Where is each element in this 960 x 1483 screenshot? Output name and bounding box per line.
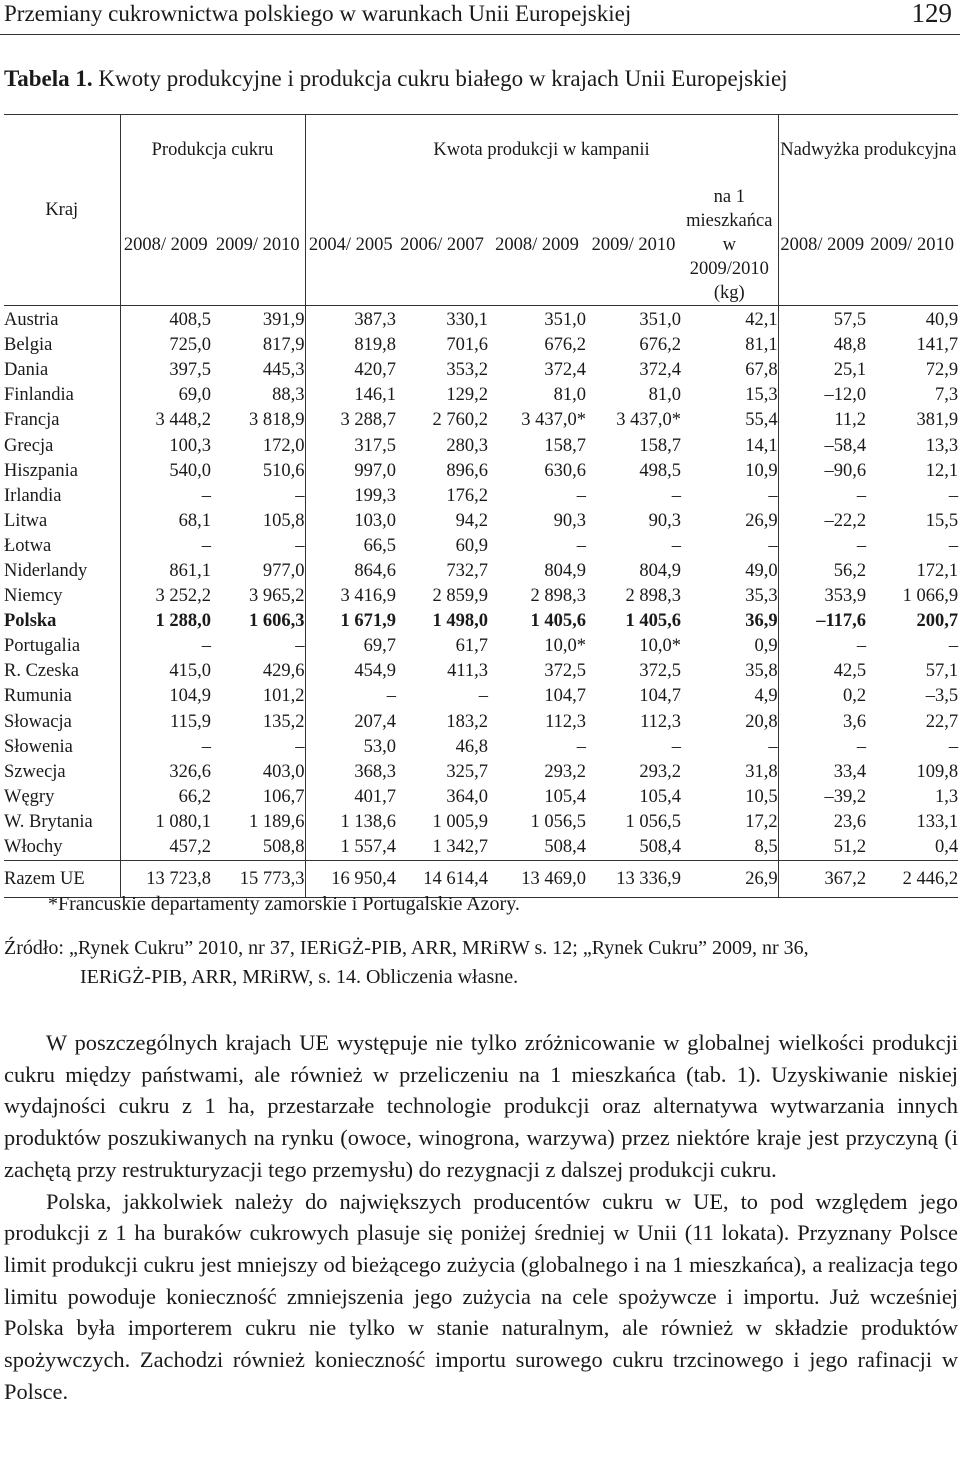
value-cell: 135,2 — [211, 709, 305, 734]
value-cell: 2 859,9 — [432, 586, 489, 607]
value-cell: – — [681, 483, 778, 508]
value-cell: – — [201, 535, 211, 556]
body-text — [4, 1027, 958, 1407]
value-cell: 69,0 — [178, 385, 211, 406]
value-cell: 48,8 — [833, 335, 867, 356]
value-cell: 49,0 — [681, 558, 778, 583]
country-cell: Austria — [4, 305, 120, 333]
country-cell: Dania — [4, 358, 120, 383]
value-cell: 676,2 — [544, 335, 587, 356]
value-cell: 372,4 — [639, 360, 682, 381]
value-cell: 13 723,8 — [120, 860, 211, 897]
value-cell: 61,7 — [455, 636, 489, 657]
value-cell: 101,2 — [211, 684, 305, 709]
value-cell: 42,5 — [833, 661, 867, 682]
value-cell: 13 336,9 — [586, 860, 681, 897]
value-cell: 72,9 — [925, 360, 959, 381]
table-row — [4, 784, 958, 809]
table-row — [4, 333, 958, 358]
value-cell: 401,7 — [354, 786, 397, 807]
value-cell: – — [576, 485, 587, 506]
value-cell: – — [478, 686, 489, 707]
value-cell: 372,5 — [639, 661, 682, 682]
value-cell: 368,3 — [354, 761, 397, 782]
value-cell: 68,1 — [178, 510, 211, 531]
value-cell: 364,0 — [446, 786, 489, 807]
subheader-3: 2006/ 2007 — [396, 185, 488, 306]
value-cell: 977,0 — [211, 558, 305, 583]
value-cell: – — [856, 485, 867, 506]
value-cell: 103,0 — [354, 510, 397, 531]
value-cell: 415,0 — [169, 661, 211, 682]
country-cell: Rumunia — [4, 684, 120, 709]
value-cell: 10,5 — [681, 784, 778, 809]
value-cell: 1 189,6 — [211, 809, 305, 834]
value-cell: 540,0 — [169, 460, 211, 481]
country-cell: W. Brytania — [4, 809, 120, 834]
country-cell: Grecja — [4, 433, 120, 458]
value-cell: 498,5 — [639, 460, 682, 481]
value-cell: 372,5 — [544, 661, 587, 682]
value-cell: 387,3 — [354, 310, 397, 331]
value-cell: 508,4 — [639, 837, 682, 858]
value-cell: – — [856, 535, 867, 556]
subheader-8: 2009/ 2010 — [866, 185, 958, 306]
country-cell: Razem UE — [4, 860, 120, 897]
value-cell: 1 288,0 — [155, 611, 211, 632]
value-cell: 105,4 — [639, 786, 682, 807]
value-cell: 13 469,0 — [488, 860, 586, 897]
country-cell: Francja — [4, 408, 120, 433]
value-cell: 90,3 — [648, 510, 682, 531]
subheader-0: 2008/ 2009 — [120, 185, 211, 306]
value-cell: 176,2 — [446, 485, 489, 506]
table-row — [4, 734, 958, 759]
value-cell: 14 614,4 — [396, 860, 488, 897]
table-row — [4, 305, 958, 333]
value-cell: 1 405,6 — [530, 611, 587, 632]
table-row — [4, 458, 958, 483]
country-cell: Niderlandy — [4, 558, 120, 583]
country-cell: Irlandia — [4, 483, 120, 508]
value-cell: 146,1 — [354, 385, 397, 406]
value-cell: 732,7 — [446, 560, 489, 581]
value-cell: 106,7 — [211, 784, 305, 809]
table-caption — [4, 66, 788, 92]
value-cell: 861,1 — [169, 560, 211, 581]
value-cell: 317,5 — [354, 435, 397, 456]
table-row — [4, 609, 958, 634]
table-label: Tabela 1. — [4, 66, 93, 91]
value-cell: 3 437,0* — [521, 410, 587, 431]
value-cell: 67,8 — [681, 358, 778, 383]
value-cell: – — [671, 535, 682, 556]
value-cell: 381,9 — [916, 410, 959, 431]
value-cell: 8,5 — [681, 834, 778, 860]
value-cell: 1 080,1 — [155, 811, 211, 832]
value-cell: 1 005,9 — [432, 811, 489, 832]
value-cell: 280,3 — [446, 435, 489, 456]
value-cell: – — [576, 736, 587, 757]
country-cell: Litwa — [4, 508, 120, 533]
value-cell: 3 437,0* — [616, 410, 682, 431]
value-cell: 115,9 — [170, 711, 211, 732]
table-row — [4, 809, 958, 834]
page-number: 129 — [911, 0, 952, 28]
value-cell: 701,6 — [446, 335, 489, 356]
value-cell: 445,3 — [211, 358, 305, 383]
value-cell: 3 416,9 — [340, 586, 397, 607]
value-cell: 26,9 — [681, 508, 778, 533]
value-cell: –58,4 — [824, 435, 867, 456]
value-cell: 7,3 — [934, 385, 959, 406]
table-row — [4, 508, 958, 533]
value-cell: 819,8 — [354, 335, 397, 356]
value-cell: 22,7 — [925, 711, 959, 732]
value-cell: 158,7 — [639, 435, 682, 456]
subheader-1: 2009/ 2010 — [211, 185, 305, 306]
value-cell: 457,2 — [169, 837, 211, 858]
value-cell: 351,0 — [639, 310, 682, 331]
value-cell: 81,0 — [553, 385, 587, 406]
value-cell: 372,4 — [544, 360, 587, 381]
value-cell: – — [681, 533, 778, 558]
value-cell: 630,6 — [544, 460, 587, 481]
value-cell: 40,9 — [925, 310, 959, 331]
value-cell: 56,2 — [833, 560, 867, 581]
value-cell: 676,2 — [639, 335, 682, 356]
country-cell: Słowenia — [4, 734, 120, 759]
value-cell: 804,9 — [639, 560, 682, 581]
subheader-4: 2008/ 2009 — [488, 185, 586, 306]
value-cell: 69,7 — [363, 636, 397, 657]
paragraph-1: W poszczególnych krajach UE występuje nie tylko zróżnicowanie w globalnej wielkości produkcji cukru między państwami, ale również w przeliczeniu na 1 mieszkańca (tab. 1). Uzyskiwanie niskiej wydajności cukru z 1 ha, przestarzałe technologie produkcji oraz alternatywa wytwarzania innych produktów poszukiwanych na rynku (owoce, winogrona, warzywa) przez niektóre kraje jest przyczyną (i zachętą przy restrukturyzacji tego przemysłu) do rezygnacji z dalszej produkcji cukru. — [4, 1030, 958, 1182]
header-kraj: Kraj — [4, 115, 120, 306]
value-cell: 133,1 — [916, 811, 959, 832]
value-cell: 199,3 — [354, 485, 397, 506]
value-cell: 3 965,2 — [211, 584, 305, 609]
subheader-7: 2008/ 2009 — [778, 185, 866, 306]
country-cell: Belgia — [4, 333, 120, 358]
value-cell: 2 760,2 — [432, 410, 489, 431]
value-cell: – — [948, 636, 959, 657]
value-cell: 353,9 — [824, 586, 867, 607]
value-cell: 94,2 — [455, 510, 489, 531]
value-cell: 104,7 — [544, 686, 587, 707]
table-caption-text: Kwoty produkcyjne i produkcja cukru białego w krajach Unii Europejskiej — [98, 66, 788, 91]
value-cell: 2 446,2 — [866, 860, 958, 897]
value-cell: 172,0 — [211, 433, 305, 458]
value-cell: 51,2 — [833, 837, 867, 858]
header-kwota: Kwota produkcji w kampanii — [305, 115, 778, 185]
value-cell: 10,0* — [544, 636, 587, 657]
value-cell: 15,3 — [681, 383, 778, 408]
country-cell: Szwecja — [4, 759, 120, 784]
table-row — [4, 383, 958, 408]
value-cell: 31,8 — [681, 759, 778, 784]
value-cell: – — [201, 636, 211, 657]
value-cell: – — [211, 533, 305, 558]
value-cell: 0,4 — [934, 837, 959, 858]
country-cell: Hiszpania — [4, 458, 120, 483]
value-cell: –117,6 — [816, 611, 867, 632]
value-cell: 17,2 — [681, 809, 778, 834]
value-cell: – — [948, 485, 959, 506]
value-cell: 172,1 — [916, 560, 959, 581]
subheader-6: na 1 mieszkańca w 2009/2010 (kg) — [681, 185, 778, 306]
value-cell: 207,4 — [354, 711, 397, 732]
value-cell: 1 606,3 — [211, 609, 305, 634]
value-cell: 53,0 — [363, 736, 397, 757]
value-cell: 3 252,2 — [155, 586, 211, 607]
value-cell: – — [948, 736, 959, 757]
value-cell: 42,1 — [681, 305, 778, 333]
value-cell: 3,6 — [842, 711, 867, 732]
running-title: Przemiany cukrownictwa polskiego w warunkach Unii Europejskiej — [4, 1, 632, 26]
table-row — [4, 634, 958, 659]
value-cell: – — [211, 734, 305, 759]
value-cell: – — [211, 483, 305, 508]
value-cell: 100,3 — [169, 435, 211, 456]
value-cell: 1 066,9 — [902, 586, 959, 607]
country-cell: Słowacja — [4, 709, 120, 734]
source-line-2: IERiGŻ-PIB, ARR, MRiRW, s. 14. Obliczenia własne. — [80, 966, 519, 988]
table-row — [4, 684, 958, 709]
table-row — [4, 659, 958, 684]
value-cell: 0,2 — [842, 686, 867, 707]
value-cell: –12,0 — [824, 385, 867, 406]
value-cell: 326,6 — [169, 761, 211, 782]
value-cell: 1 557,4 — [340, 837, 397, 858]
header-nadwyzka: Nadwyżka produkcyjna — [778, 115, 958, 185]
value-cell: 1 056,5 — [625, 811, 682, 832]
table-row — [4, 558, 958, 583]
header-produkcja: Produkcja cukru — [120, 115, 305, 185]
value-cell: 411,3 — [447, 661, 489, 682]
value-cell: 81,1 — [681, 333, 778, 358]
value-cell: 14,1 — [681, 433, 778, 458]
value-cell: – — [671, 736, 682, 757]
value-cell: 183,2 — [446, 711, 489, 732]
value-cell: 454,9 — [354, 661, 397, 682]
value-cell: 46,8 — [455, 736, 489, 757]
value-cell: 325,7 — [446, 761, 489, 782]
value-cell: – — [856, 736, 867, 757]
value-cell: 55,4 — [681, 408, 778, 433]
value-cell: 351,0 — [544, 310, 587, 331]
value-cell: 353,2 — [446, 360, 489, 381]
table-row — [4, 584, 958, 609]
sugar-production-table — [4, 114, 958, 898]
value-cell: 367,2 — [778, 860, 866, 897]
value-cell: 60,9 — [455, 535, 489, 556]
value-cell: –22,2 — [824, 510, 867, 531]
paragraph-2: Polska, jakkolwiek należy do największych producentów cukru w UE, to pod względem jego produkcji z 1 ha buraków cukrowych plasuje się poniżej średniej w Unii (11 lokata). Przyznany Polsce limit produkcji cukru jest mniejszy od bieżącego zużycia (globalnego i na 1 mieszkańca), a realizacja tego limitu powoduje konieczność zmniejszenia jego zużycia na cele spożywcze i importu. Już wcześniej Polska była importerem cukru nie tylko w stanie naturalnym, ale również w składzie produktów spożywczych. Zachodzi również konieczność importu surowego cukru trzcinowego i jego rafinacji w Polsce. — [4, 1188, 958, 1404]
value-cell: 1 405,6 — [625, 611, 682, 632]
value-cell: 4,9 — [681, 684, 778, 709]
value-cell: 88,3 — [211, 383, 305, 408]
value-cell: 11,2 — [834, 410, 867, 431]
value-cell: – — [201, 485, 211, 506]
value-cell: 1 056,5 — [530, 811, 587, 832]
country-cell: Niemcy — [4, 584, 120, 609]
value-cell: 397,5 — [169, 360, 211, 381]
value-cell: 112,3 — [545, 711, 587, 732]
table-row — [4, 533, 958, 558]
value-cell: 36,9 — [681, 609, 778, 634]
value-cell: 508,8 — [211, 834, 305, 860]
value-cell: 66,2 — [178, 786, 211, 807]
value-cell: 90,3 — [553, 510, 587, 531]
value-cell: 817,9 — [211, 333, 305, 358]
value-cell: – — [671, 485, 682, 506]
value-cell: 13,3 — [925, 435, 959, 456]
value-cell: 15 773,3 — [211, 860, 305, 897]
subheader-2: 2004/ 2005 — [305, 185, 396, 306]
country-cell: Włochy — [4, 834, 120, 860]
value-cell: 293,2 — [639, 761, 682, 782]
value-cell: 57,1 — [925, 661, 959, 682]
value-cell: 403,0 — [211, 759, 305, 784]
value-cell: 35,3 — [681, 584, 778, 609]
value-cell: 200,7 — [916, 611, 959, 632]
value-cell: – — [948, 535, 959, 556]
value-cell: 3 818,9 — [211, 408, 305, 433]
table-row — [4, 408, 958, 433]
value-cell: 16 950,4 — [305, 860, 396, 897]
country-cell: Finlandia — [4, 383, 120, 408]
table-row — [4, 860, 958, 897]
value-cell: – — [386, 686, 397, 707]
value-cell: 12,1 — [925, 460, 959, 481]
source-note — [4, 934, 959, 992]
value-cell: 20,8 — [681, 709, 778, 734]
value-cell: 57,5 — [833, 310, 867, 331]
value-cell: 104,7 — [639, 686, 682, 707]
value-cell: 26,9 — [681, 860, 778, 897]
table-footnote: *Francuskie departamenty zamorskie i Portugalskie Azory. — [48, 893, 520, 915]
value-cell: 3 448,2 — [155, 410, 211, 431]
value-cell: 1 671,9 — [340, 611, 397, 632]
country-cell: Łotwa — [4, 533, 120, 558]
value-cell: 725,0 — [169, 335, 211, 356]
value-cell: 2 898,3 — [625, 586, 682, 607]
table-row — [4, 433, 958, 458]
value-cell: 66,5 — [363, 535, 397, 556]
value-cell: –90,6 — [824, 460, 867, 481]
value-cell: – — [576, 535, 587, 556]
subheader-5: 2009/ 2010 — [586, 185, 681, 306]
value-cell: –3,5 — [925, 686, 959, 707]
value-cell: 391,9 — [211, 305, 305, 333]
value-cell: 408,5 — [169, 310, 211, 331]
value-cell: 896,6 — [446, 460, 489, 481]
country-cell: Polska — [4, 609, 120, 634]
value-cell: – — [211, 634, 305, 659]
value-cell: –39,2 — [824, 786, 867, 807]
value-cell: 81,0 — [648, 385, 682, 406]
value-cell: 104,9 — [169, 686, 211, 707]
value-cell: 3 288,7 — [340, 410, 397, 431]
value-cell: – — [201, 736, 211, 757]
table-row — [4, 834, 958, 860]
value-cell: 15,5 — [925, 510, 959, 531]
value-cell: 1 498,0 — [432, 611, 489, 632]
value-cell: 105,4 — [544, 786, 587, 807]
value-cell: 105,8 — [211, 508, 305, 533]
page-header — [0, 0, 960, 35]
value-cell: 293,2 — [544, 761, 587, 782]
value-cell: 0,9 — [681, 634, 778, 659]
value-cell: 429,6 — [211, 659, 305, 684]
value-cell: 35,8 — [681, 659, 778, 684]
value-cell: 864,6 — [354, 560, 397, 581]
value-cell: 25,1 — [833, 360, 867, 381]
value-cell: 33,4 — [833, 761, 867, 782]
value-cell: 997,0 — [354, 460, 397, 481]
value-cell: 129,2 — [446, 385, 489, 406]
value-cell: 508,4 — [544, 837, 587, 858]
value-cell: 330,1 — [446, 310, 489, 331]
value-cell: 510,6 — [211, 458, 305, 483]
country-cell: Węgry — [4, 784, 120, 809]
value-cell: 1,3 — [934, 786, 959, 807]
value-cell: 10,0* — [639, 636, 682, 657]
value-cell: – — [681, 734, 778, 759]
value-cell: 1 138,6 — [340, 811, 397, 832]
value-cell: 804,9 — [544, 560, 587, 581]
country-cell: R. Czeska — [4, 659, 120, 684]
value-cell: 2 898,3 — [530, 586, 587, 607]
table-row — [4, 483, 958, 508]
value-cell: 109,8 — [916, 761, 959, 782]
source-line-1: Źródło: „Rynek Cukru” 2010, nr 37, IERiGŻ-PIB, ARR, MRiRW s. 12; „Rynek Cukru” 2009, nr 36, — [4, 937, 809, 959]
value-cell: 23,6 — [833, 811, 867, 832]
value-cell: 158,7 — [544, 435, 587, 456]
value-cell: 1 342,7 — [432, 837, 489, 858]
value-cell: 141,7 — [916, 335, 959, 356]
value-cell: 10,9 — [681, 458, 778, 483]
value-cell: 112,3 — [640, 711, 682, 732]
country-cell: Portugalia — [4, 634, 120, 659]
table-row — [4, 709, 958, 734]
value-cell: – — [856, 636, 867, 657]
table-row — [4, 358, 958, 383]
value-cell: 420,7 — [354, 360, 397, 381]
table-row — [4, 759, 958, 784]
